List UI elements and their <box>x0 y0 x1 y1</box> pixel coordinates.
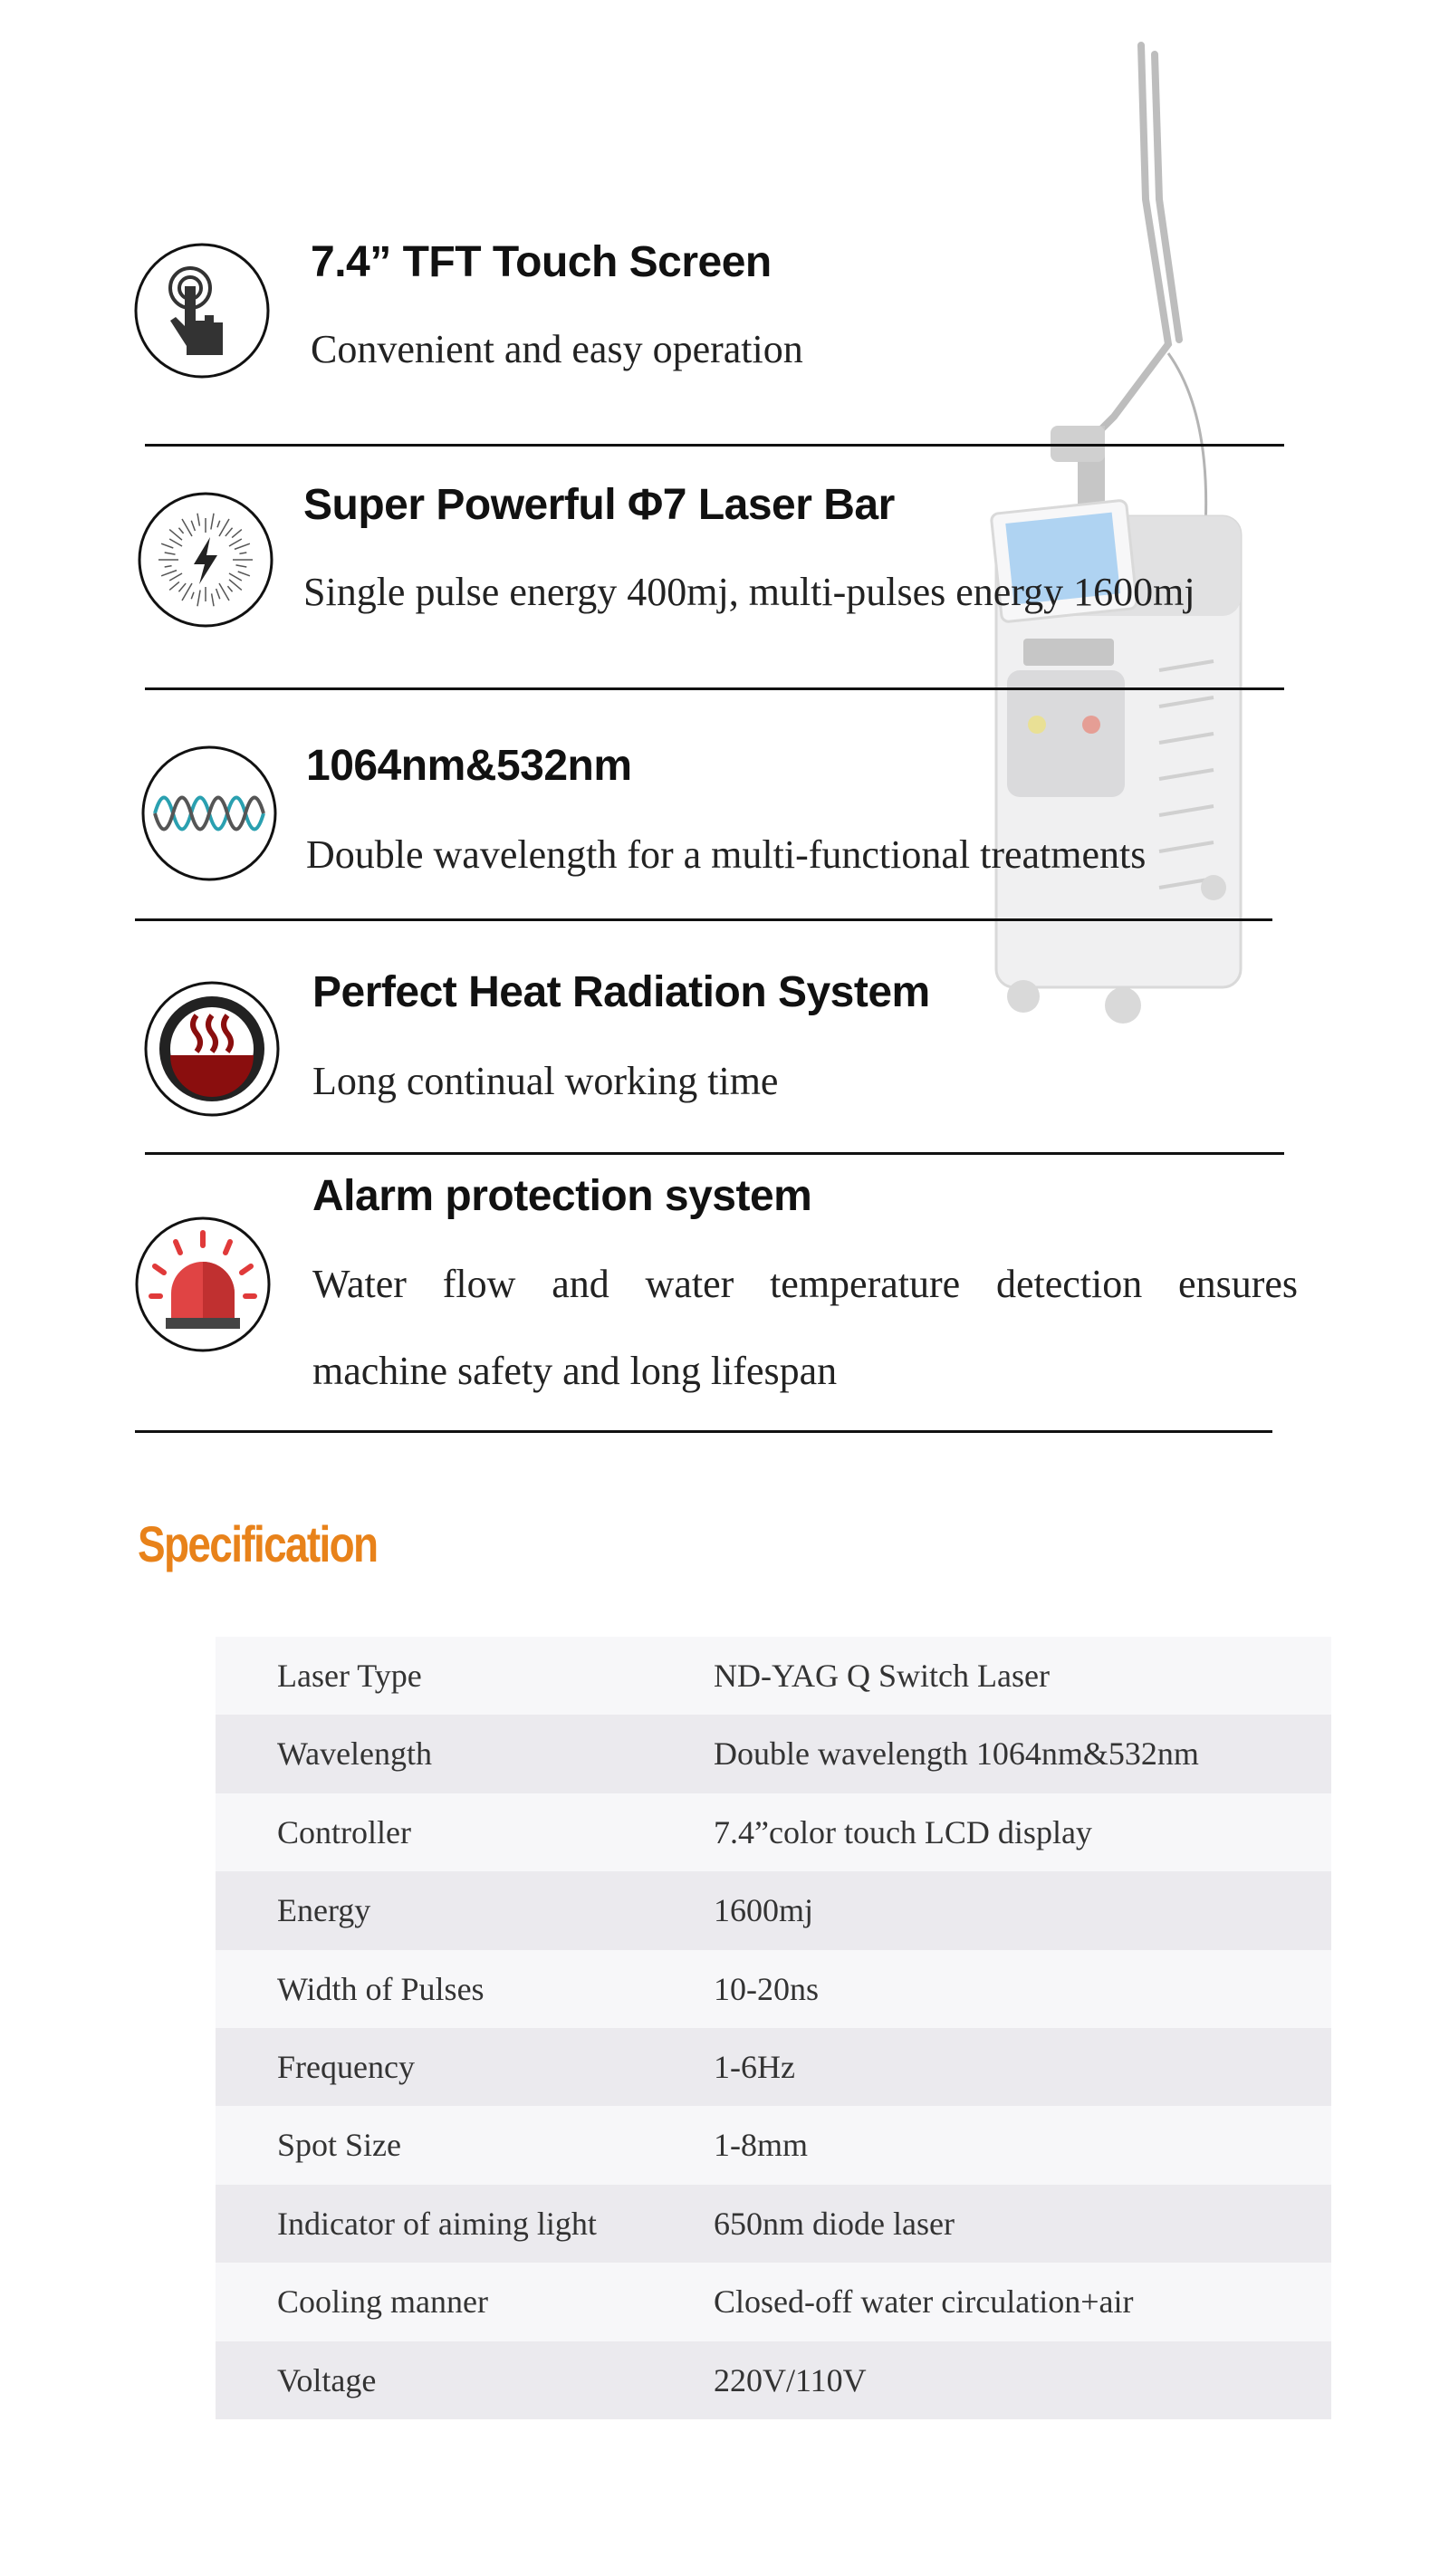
feature-desc: Water flow and water temperature detection ensures <box>312 1262 1298 1306</box>
spec-label: Width of Pulses <box>277 1970 485 2007</box>
feature-title: Alarm protection system <box>312 1172 812 1220</box>
feature-title: 7.4” TFT Touch Screen <box>311 238 772 286</box>
feature-desc: Long continual working time <box>312 1059 779 1103</box>
alarm-siren-icon <box>135 1216 271 1352</box>
spec-row <box>216 1871 1331 1949</box>
spec-row <box>216 1637 1331 1715</box>
spec-row <box>216 2341 1331 2419</box>
spec-label: Wavelength <box>277 1735 433 1773</box>
spec-label: Frequency <box>277 2048 415 2085</box>
feature-desc: Double wavelength for a multi-functional treatments <box>306 832 1147 877</box>
spec-value: 1-6Hz <box>714 2048 795 2085</box>
spec-row <box>216 2263 1331 2341</box>
wave-icon <box>141 745 277 881</box>
spec-label: Indicator of aiming light <box>277 2205 597 2242</box>
feature-desc-line2: machine safety and long lifespan <box>312 1349 838 1393</box>
spec-label: Laser Type <box>277 1658 422 1694</box>
touch-hand-icon <box>134 243 270 379</box>
feature-title: 1064nm&532nm <box>306 742 632 790</box>
spec-label: Controller <box>277 1813 411 1850</box>
spec-label: Spot Size <box>277 2127 402 2164</box>
divider <box>145 687 1284 690</box>
spec-label: Cooling manner <box>277 2283 488 2321</box>
spec-value: 7.4”color touch LCD display <box>714 1813 1092 1850</box>
feature-title: Perfect Heat Radiation System <box>312 968 930 1016</box>
spec-row <box>216 1793 1331 1871</box>
spec-row <box>216 2028 1331 2106</box>
spec-row <box>216 2185 1331 2263</box>
feature-desc: Convenient and easy operation <box>311 327 803 371</box>
spec-label: Voltage <box>277 2361 377 2398</box>
spec-value: 10-20ns <box>714 1970 819 2007</box>
lightning-burst-icon <box>138 492 273 628</box>
spec-row <box>216 1950 1331 2028</box>
specification-table <box>216 1637 1331 2419</box>
feature-desc: Single pulse energy 400mj, multi-pulses energy 1600mj <box>303 570 1195 614</box>
spec-value: 650nm diode laser <box>714 2205 955 2242</box>
heat-icon <box>144 981 280 1117</box>
spec-row <box>216 2106 1331 2184</box>
specification-heading: Specification <box>138 1515 378 1572</box>
spec-value: 1600mj <box>714 1892 814 1929</box>
spec-label: Energy <box>277 1892 371 1929</box>
divider <box>145 1152 1284 1155</box>
spec-value: Double wavelength 1064nm&532nm <box>714 1735 1199 1773</box>
divider <box>135 918 1272 921</box>
spec-row <box>216 1715 1331 1793</box>
divider <box>135 1430 1272 1433</box>
spec-value: Closed-off water circulation+air <box>714 2283 1134 2321</box>
spec-value: 220V/110V <box>714 2361 867 2398</box>
divider <box>145 444 1284 447</box>
spec-value: ND-YAG Q Switch Laser <box>714 1658 1050 1694</box>
spec-value: 1-8mm <box>714 2127 808 2164</box>
feature-title: Super Powerful Φ7 Laser Bar <box>303 481 895 529</box>
